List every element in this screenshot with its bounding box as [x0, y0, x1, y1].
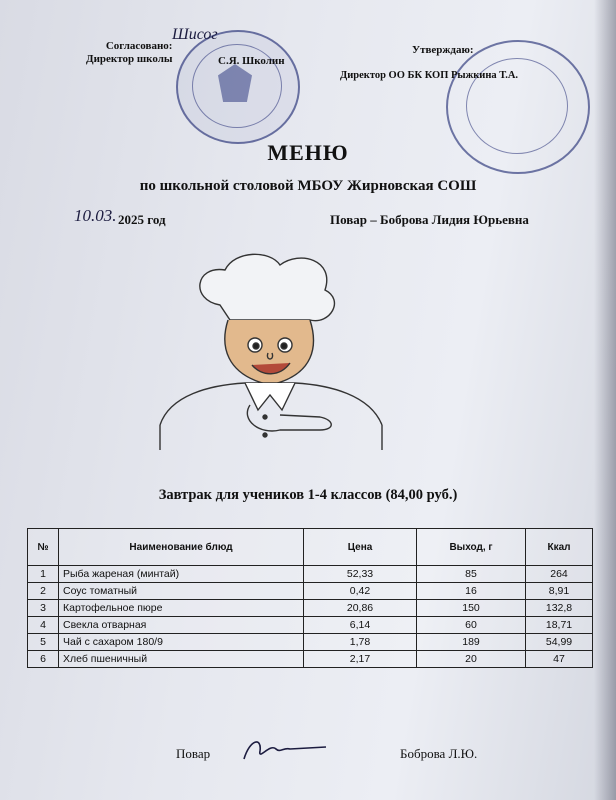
header-price: Цена — [304, 529, 417, 566]
row-output: 16 — [417, 583, 526, 600]
chef-illustration — [150, 245, 390, 450]
handwritten-date: 10.03. — [74, 206, 117, 225]
header-output: Выход, г — [417, 529, 526, 566]
row-output: 150 — [417, 600, 526, 617]
approve-director-line: Директор ОО БК КОП Рыжкина Т.А. — [340, 70, 519, 81]
table-row — [28, 583, 593, 600]
page-title: МЕНЮ — [267, 140, 349, 165]
row-price: 6,14 — [304, 617, 417, 634]
agreed-label: Согласовано: — [105, 40, 173, 52]
row-price: 1,78 — [304, 634, 417, 651]
header-kcal: Ккал — [526, 529, 593, 566]
table-header-row — [28, 529, 593, 566]
row-output: 189 — [417, 634, 526, 651]
row-output: 60 — [417, 617, 526, 634]
school-stamp — [176, 30, 300, 144]
row-output: 85 — [417, 566, 526, 583]
page-subtitle: по школьной столовой МБОУ Жирновская СОШ — [139, 178, 477, 194]
row-name: Свекла отварная — [59, 617, 304, 634]
row-price: 0,42 — [304, 583, 417, 600]
row-num: 6 — [28, 651, 59, 668]
row-name: Хлеб пшеничный — [59, 651, 304, 668]
row-price: 52,33 — [304, 566, 417, 583]
row-num: 4 — [28, 617, 59, 634]
table-row — [28, 634, 593, 651]
table-row — [28, 651, 593, 668]
row-name: Рыба жареная (минтай) — [59, 566, 304, 583]
row-kcal: 132,8 — [526, 600, 593, 617]
row-name: Картофельное пюре — [59, 600, 304, 617]
menu-table — [27, 528, 593, 668]
agreed-director: Директор школы — [86, 53, 173, 65]
agreed-block — [86, 40, 172, 66]
breakfast-title: Завтрак для учеников 1-4 классов (84,00 руб.) — [158, 487, 458, 503]
row-num: 5 — [28, 634, 59, 651]
year-label: 2025 год — [118, 212, 166, 227]
approve-label: Утверждаю: — [412, 44, 474, 56]
row-price: 2,17 — [304, 651, 417, 668]
row-kcal: 47 — [526, 651, 593, 668]
row-name: Соус томатный — [59, 583, 304, 600]
row-num: 3 — [28, 600, 59, 617]
footer-cook-label: Повар — [176, 746, 211, 761]
row-kcal: 8,91 — [526, 583, 593, 600]
header-num: № — [28, 529, 59, 566]
cook-signature — [240, 735, 330, 765]
row-price: 20,86 — [304, 600, 417, 617]
director-handwritten-signature: Шисог — [172, 26, 218, 43]
cook-line: Повар – Боброва Лидия Юрьевна — [330, 212, 529, 227]
row-kcal: 264 — [526, 566, 593, 583]
row-name: Чай с сахаром 180/9 — [59, 634, 304, 651]
table-row — [28, 566, 593, 583]
footer-cook-name: Боброва Л.Ю. — [400, 746, 478, 761]
row-num: 1 — [28, 566, 59, 583]
row-kcal: 18,71 — [526, 617, 593, 634]
table-row — [28, 600, 593, 617]
row-num: 2 — [28, 583, 59, 600]
page-edge-shadow — [594, 0, 616, 800]
row-kcal: 54,99 — [526, 634, 593, 651]
agreed-director-name: С.Я. Школин — [218, 55, 285, 67]
table-row — [28, 617, 593, 634]
header-name: Наименование блюд — [59, 529, 304, 566]
row-output: 20 — [417, 651, 526, 668]
